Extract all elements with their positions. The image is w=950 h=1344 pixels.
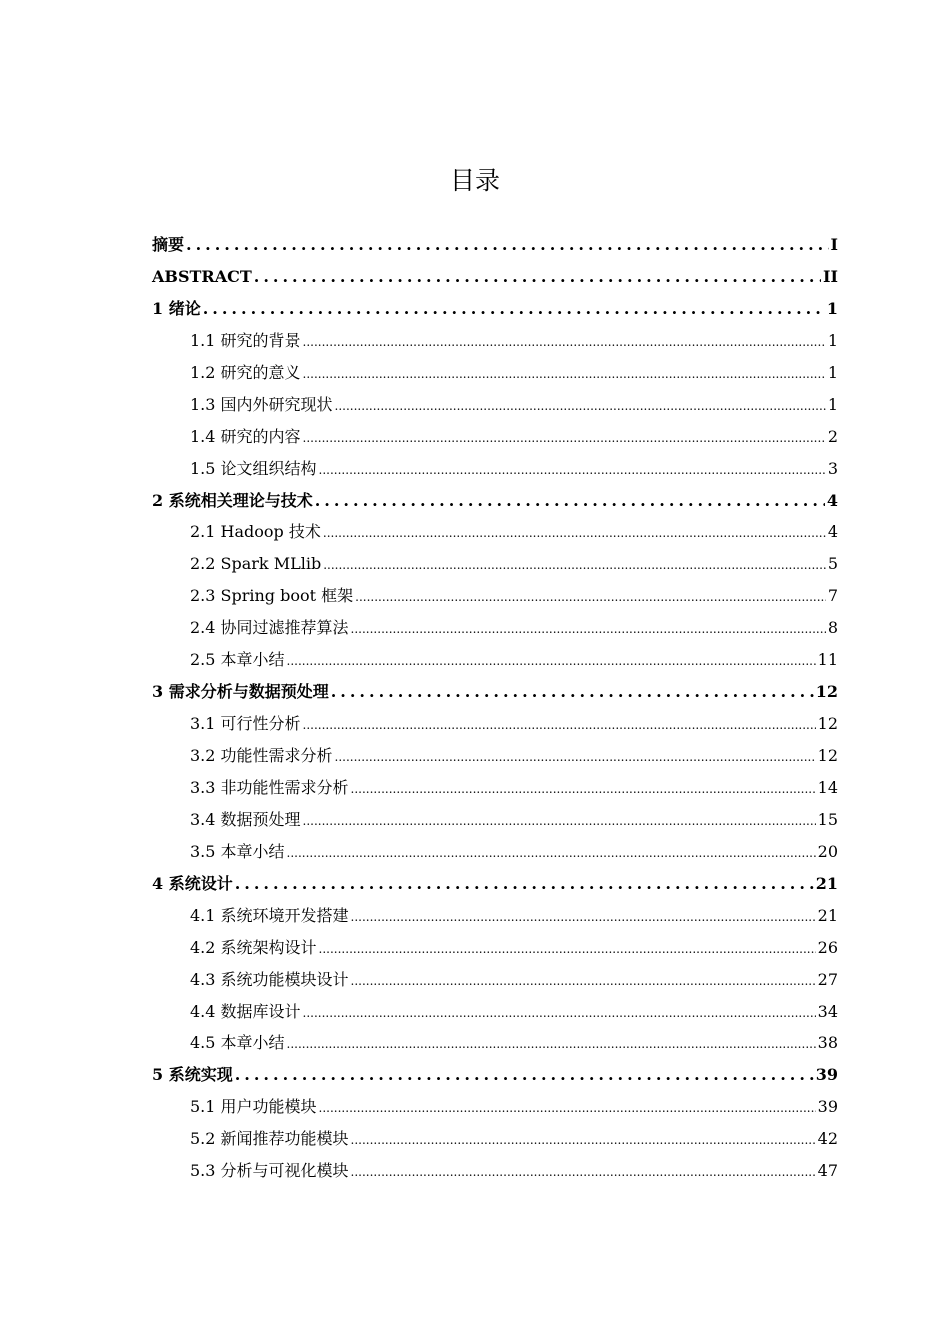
toc-entry-label: 1.1 研究的背景	[190, 330, 301, 350]
toc-page-number: 20	[817, 841, 838, 861]
toc-entry-label: 5 系统实现	[152, 1065, 233, 1085]
toc-entry-label: 摘要	[152, 235, 185, 254]
toc-page-number: 34	[817, 1001, 838, 1021]
toc-page-number: 1	[827, 362, 838, 382]
toc-section-entry[interactable]	[152, 453, 838, 485]
toc-section-entry[interactable]	[152, 421, 838, 453]
toc-page-number: 27	[817, 969, 838, 989]
toc-entry-label: 3.4 数据预处理	[190, 809, 301, 829]
toc-dot-leader	[351, 966, 816, 998]
toc-dot-leader	[287, 838, 816, 870]
toc-entry-label: 3.5 本章小结	[190, 841, 285, 861]
toc-entry-label: 3.2 功能性需求分析	[190, 746, 333, 765]
toc-page-number: 38	[817, 1033, 838, 1053]
toc-dot-leader	[303, 710, 816, 742]
toc-page-number: 21	[815, 873, 838, 893]
toc-dot-leader	[351, 1157, 816, 1189]
toc-page-number: 12	[815, 682, 838, 702]
toc-chapter-entry[interactable]	[152, 1059, 838, 1091]
toc-entry-label: 2.5 本章小结	[190, 650, 285, 670]
toc-dot-leader	[351, 1125, 816, 1157]
toc-section-entry[interactable]	[152, 1123, 838, 1155]
toc-entry-label: 4 系统设计	[152, 873, 233, 893]
toc-entry-label: 4.5 本章小结	[190, 1033, 285, 1053]
toc-entry-label: 4.1 系统环境开发搭建	[190, 905, 349, 925]
toc-page-number: 1	[827, 330, 838, 350]
toc-dot-leader	[351, 902, 816, 934]
toc-entry-label: 3.1 可行性分析	[190, 714, 301, 734]
toc-dot-leader	[287, 1029, 816, 1061]
toc-section-entry[interactable]	[152, 900, 838, 932]
toc-dot-leader	[323, 550, 826, 582]
toc-section-entry[interactable]	[152, 580, 838, 612]
toc-entry-label: 4.2 系统架构设计	[190, 937, 317, 957]
toc-entry-label: 5.1 用户功能模块	[190, 1097, 317, 1117]
toc-section-entry[interactable]	[152, 964, 838, 996]
toc-section-entry[interactable]	[152, 836, 838, 868]
toc-page-number: 21	[817, 905, 838, 925]
table-of-contents	[152, 229, 838, 1187]
toc-section-entry[interactable]	[152, 357, 838, 389]
toc-section-entry[interactable]	[152, 932, 838, 964]
toc-page-number: 39	[815, 1065, 838, 1085]
toc-section-entry[interactable]	[152, 389, 838, 421]
toc-page-number: 4	[827, 522, 838, 542]
toc-dot-leader	[323, 518, 826, 550]
toc-entry-label: 2 系统相关理论与技术	[152, 490, 313, 510]
toc-page-number: 26	[817, 937, 838, 957]
toc-dot-leader	[287, 646, 816, 678]
toc-section-entry[interactable]	[152, 1091, 838, 1123]
toc-dot-leader	[186, 229, 829, 261]
toc-section-entry[interactable]	[152, 708, 838, 740]
toc-page-number: 4	[826, 490, 838, 510]
toc-entry-label: 2.2 Spark MLlib	[190, 554, 322, 574]
toc-section-entry[interactable]	[152, 740, 838, 772]
toc-page-number: 14	[817, 777, 838, 797]
toc-dot-leader	[351, 614, 826, 646]
toc-dot-leader	[319, 934, 816, 966]
toc-page-number: II	[823, 266, 838, 286]
toc-chapter-entry[interactable]	[152, 676, 838, 708]
toc-chapter-entry[interactable]	[152, 485, 838, 517]
toc-page-number: 39	[817, 1097, 838, 1117]
toc-chapter-entry[interactable]	[152, 229, 838, 261]
toc-entry-label: 2.4 协同过滤推荐算法	[190, 618, 349, 638]
toc-dot-leader	[303, 998, 816, 1030]
toc-page-number: 11	[817, 650, 838, 670]
toc-section-entry[interactable]	[152, 516, 838, 548]
toc-dot-leader	[235, 1059, 814, 1091]
toc-entry-label: 2.1 Hadoop 技术	[190, 522, 321, 542]
toc-entry-label: 2.3 Spring boot 框架	[190, 586, 354, 606]
toc-section-entry[interactable]	[152, 325, 838, 357]
toc-page-number: 12	[817, 714, 838, 734]
toc-dot-leader	[303, 806, 816, 838]
toc-section-entry[interactable]	[152, 548, 838, 580]
toc-section-entry[interactable]	[152, 644, 838, 676]
toc-page-number: 1	[826, 298, 838, 318]
toc-page-number: 12	[817, 746, 838, 765]
toc-dot-leader	[254, 261, 821, 293]
toc-section-entry[interactable]	[152, 1027, 838, 1059]
toc-page-number: 2	[827, 426, 838, 446]
toc-entry-label: 5.2 新闻推荐功能模块	[190, 1129, 349, 1149]
toc-page-number: 1	[827, 394, 838, 414]
toc-dot-leader	[303, 327, 826, 359]
toc-entry-label: 1.2 研究的意义	[190, 362, 301, 382]
toc-page-number: 8	[827, 618, 838, 638]
toc-entry-label: 4.4 数据库设计	[190, 1001, 301, 1021]
toc-dot-leader	[355, 582, 826, 614]
toc-page-number: 3	[827, 458, 838, 478]
toc-chapter-entry[interactable]	[152, 868, 838, 900]
toc-chapter-entry[interactable]	[152, 293, 838, 325]
toc-page-number: 15	[817, 809, 838, 829]
toc-dot-leader	[315, 485, 825, 517]
toc-dot-leader	[303, 359, 826, 391]
toc-dot-leader	[319, 455, 826, 487]
toc-dot-leader	[203, 293, 825, 325]
toc-dot-leader	[335, 742, 816, 774]
toc-entry-label: 1.4 研究的内容	[190, 426, 301, 446]
toc-dot-leader	[303, 423, 826, 455]
page-title: 目录	[449, 166, 500, 195]
toc-entry-label: 1.5 论文组织结构	[190, 458, 317, 478]
toc-section-entry[interactable]	[152, 772, 838, 804]
toc-section-entry[interactable]	[152, 804, 838, 836]
toc-entry-label: 5.3 分析与可视化模块	[190, 1161, 349, 1181]
toc-dot-leader	[235, 868, 814, 900]
toc-entry-label: 3 需求分析与数据预处理	[152, 682, 329, 702]
toc-page-number: 42	[817, 1129, 838, 1149]
toc-chapter-entry[interactable]	[152, 261, 838, 293]
toc-section-entry[interactable]	[152, 1155, 838, 1187]
toc-entry-label: 4.3 系统功能模块设计	[190, 969, 349, 989]
toc-dot-leader	[331, 676, 814, 708]
toc-section-entry[interactable]	[152, 612, 838, 644]
toc-entry-label: 3.3 非功能性需求分析	[190, 777, 349, 797]
toc-page-number: 7	[827, 586, 838, 606]
toc-page-number: 5	[827, 554, 838, 574]
toc-entry-label: 1.3 国内外研究现状	[190, 394, 333, 414]
toc-entry-label: 1 绪论	[152, 298, 201, 318]
toc-dot-leader	[335, 391, 826, 423]
toc-page-number: 47	[817, 1161, 838, 1181]
toc-dot-leader	[351, 774, 816, 806]
toc-entry-label: ABSTRACT	[152, 266, 252, 286]
toc-page-number: I	[830, 235, 838, 254]
toc-section-entry[interactable]	[152, 996, 838, 1028]
toc-dot-leader	[319, 1093, 816, 1125]
